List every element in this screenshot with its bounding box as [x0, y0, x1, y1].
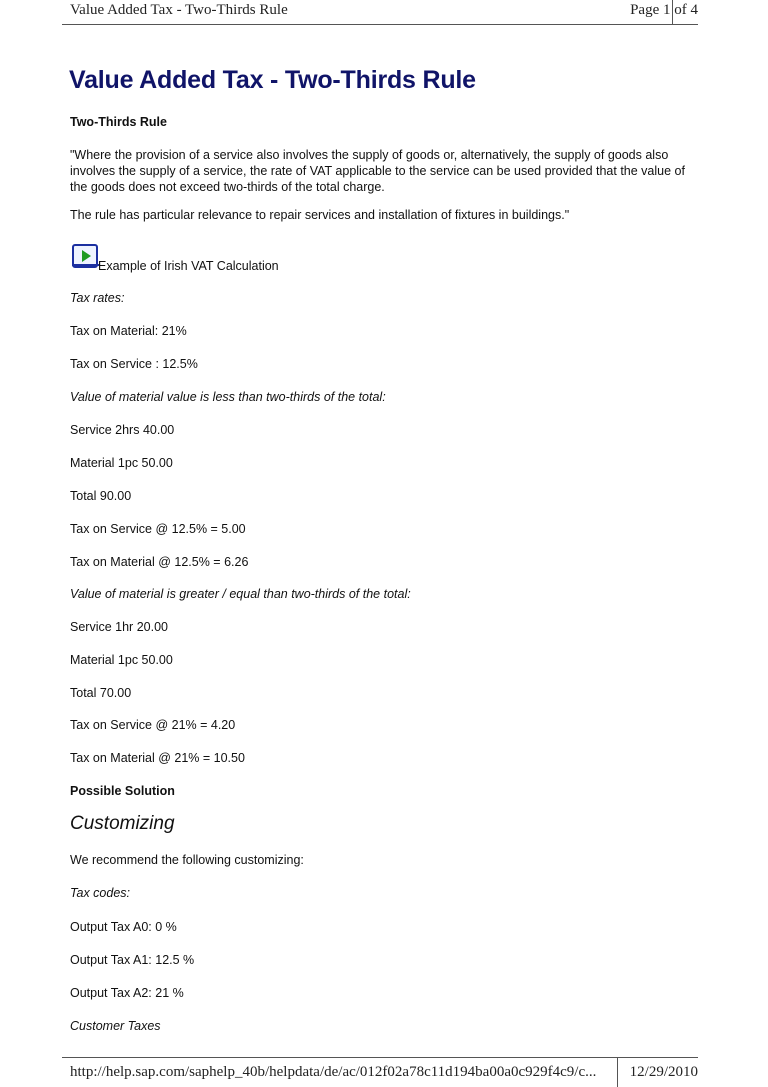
- example-link[interactable]: Example of Irish VAT Calculation: [98, 259, 279, 273]
- footer-divider: [617, 1057, 618, 1087]
- example-link-icon[interactable]: [72, 244, 98, 268]
- output-tax-a0: Output Tax A0: 0 %: [70, 920, 177, 934]
- case1-material: Material 1pc 50.00: [70, 456, 173, 470]
- footer-rule: [62, 1057, 698, 1058]
- case2-material: Material 1pc 50.00: [70, 653, 173, 667]
- footer-url[interactable]: http://help.sap.com/saphelp_40b/helpdata/de/ac/012f02a78c11d194ba00a0c929f4c9/c...: [70, 1064, 597, 1080]
- header-rule: [62, 24, 698, 25]
- relevance-text: The rule has particular relevance to repair services and installation of fixtures in buildings.": [70, 208, 570, 222]
- section-heading-two-thirds-rule: Two-Thirds Rule: [70, 115, 167, 129]
- footer-date: 12/29/2010: [629, 1064, 698, 1080]
- play-arrow-icon: [82, 250, 91, 262]
- tax-codes-heading: Tax codes:: [70, 886, 130, 900]
- case2-total: Total 70.00: [70, 686, 132, 700]
- header-title: Value Added Tax - Two-Thirds Rule: [70, 2, 288, 18]
- page-header: [62, 0, 698, 30]
- tax-material-rate: Tax on Material: 21%: [70, 324, 187, 338]
- case2-service: Service 1hr 20.00: [70, 620, 168, 634]
- case1-total: Total 90.00: [70, 489, 132, 503]
- case2-tax-material: Tax on Material @ 21% = 10.50: [70, 751, 245, 765]
- page-number: Page 1 of 4: [630, 2, 698, 18]
- case1-service: Service 2hrs 40.00: [70, 423, 175, 437]
- rule-quote: "Where the provision of a service also involves the supply of goods or, alternatively, the supply of goods also involves the supply of a service, the rate of VAT applicable to the service can be used provided that the value of the goods does not exceed two-thirds of the total charge.: [70, 148, 685, 194]
- document-title: Value Added Tax - Two-Thirds Rule: [69, 66, 476, 94]
- case1-tax-material: Tax on Material @ 12.5% = 6.26: [70, 555, 249, 569]
- output-tax-a2: Output Tax A2: 21 %: [70, 986, 184, 1000]
- tax-service-rate: Tax on Service : 12.5%: [70, 357, 198, 371]
- case1-heading: Value of material value is less than two-thirds of the total:: [70, 390, 386, 404]
- page-footer: [62, 1057, 698, 1087]
- case2-tax-service: Tax on Service @ 21% = 4.20: [70, 718, 236, 732]
- customizing-heading: Customizing: [70, 813, 175, 834]
- case2-heading: Value of material is greater / equal than two-thirds of the total:: [70, 587, 411, 601]
- customer-taxes-heading: Customer Taxes: [70, 1019, 161, 1033]
- possible-solution-heading: Possible Solution: [70, 784, 175, 798]
- recommend-text: We recommend the following customizing:: [70, 853, 304, 867]
- case1-tax-service: Tax on Service @ 12.5% = 5.00: [70, 522, 246, 536]
- output-tax-a1: Output Tax A1: 12.5 %: [70, 953, 195, 967]
- tax-rates-heading: Tax rates:: [70, 291, 125, 305]
